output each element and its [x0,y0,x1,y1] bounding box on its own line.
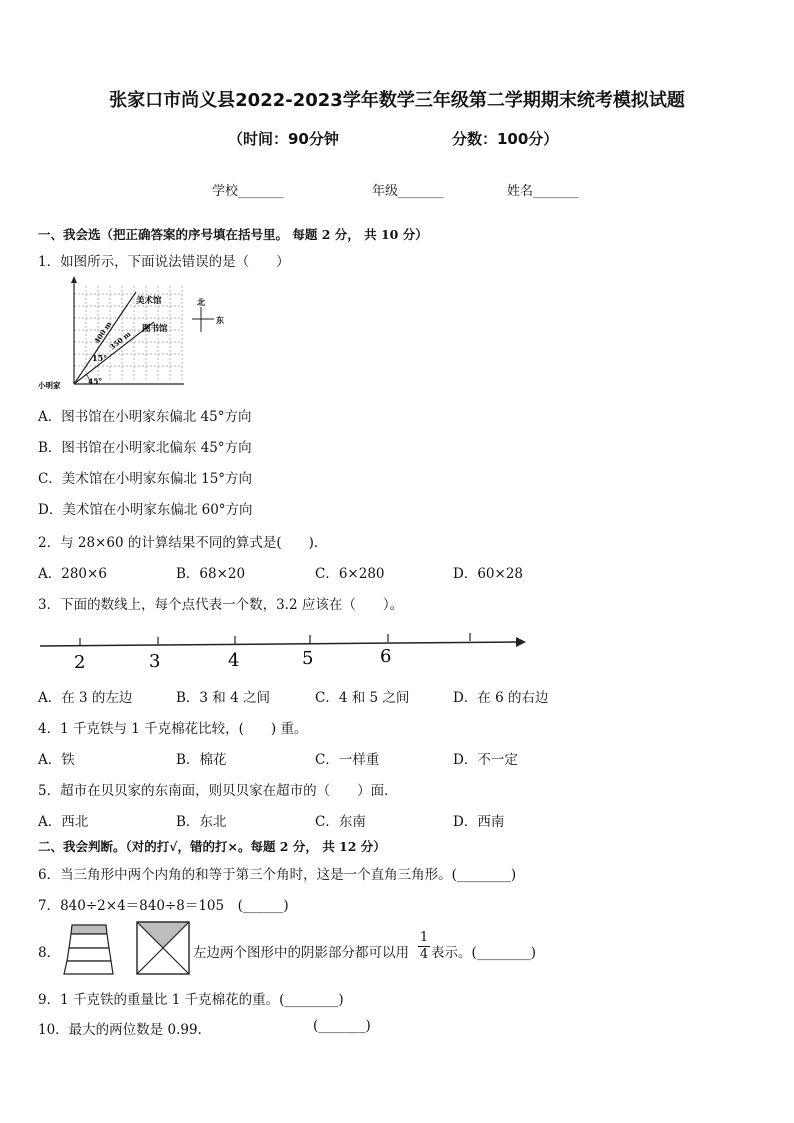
question-6: 6．当三角形中两个内角的和等于第三个角时，这是一个直角三角形。(________) [38,867,517,883]
q5-option-c: C．东南 [315,814,366,830]
tick-label-4: 4 [228,650,240,671]
question-5-stem: 5．超市在贝贝家的东南面，则贝贝家在超市的（ ）面． [38,783,398,799]
number-line [38,628,528,676]
q3-option-d: D．在 6 的右边 [453,690,549,706]
question-10-blank: (_______) [313,1018,371,1034]
trapezoid-figure [64,925,113,974]
q1-option-c: C．美术馆在小明家东偏北 15°方向 [38,471,253,487]
question-1-figure [38,274,238,398]
question-9: 9．1 千克铁的重量比 1 千克棉花的重。(________) [38,992,344,1008]
label-dist-350: 350 m [107,329,133,352]
label-dist-400: 400 m [92,319,114,346]
q3-option-b: B．3 和 4 之间 [176,690,270,706]
compass-east: 东 [216,315,224,325]
q5-option-a: A．西北 [38,814,89,830]
number-line-axis [40,642,518,646]
question-8-text-before: 左边两个图形中的阴影部分都可以用 [193,945,409,961]
q4-option-c: C．一样重 [315,752,380,768]
fraction-denominator: 4 [419,947,429,962]
square-figure [137,922,189,974]
q1-option-b: B．图书馆在小明家北偏东 45°方向 [38,440,252,456]
q5-option-d: D．西南 [453,814,505,830]
q5-option-b: B．东北 [176,814,227,830]
section-2-heading: 二、我会判断。（对的打√，错的打×。每题 2 分， 共 12 分） [38,839,386,854]
fraction-numerator: 1 [419,930,429,945]
question-8-text-after: 表示。(________) [431,945,537,961]
compass-north: 北 [197,297,205,307]
y-axis-arrow [71,276,77,283]
q1-option-d: D．美术馆在小明家东偏北 60°方向 [38,502,253,518]
question-4-stem: 4．1 千克铁与 1 千克棉花比较，( ) 重。 [38,721,308,737]
question-8-figures [58,919,194,979]
question-7: 7．840÷2×4＝840÷8＝105 (______) [38,898,289,914]
q4-option-b: B．棉花 [176,752,227,768]
time-label: （时间：90分钟 [228,130,339,148]
q4-option-d: D．不一定 [453,752,518,768]
label-angle-45: 45° [88,377,103,386]
fraction-one-quarter [418,930,430,963]
school-field: 学校_______ [212,184,284,199]
q2-option-c: C．6×280 [315,566,385,582]
q3-option-a: A．在 3 的左边 [38,690,133,706]
exam-title: 张家口市尚义县2022-2023学年数学三年级第二学期期末统考模拟试题 [109,90,685,111]
tick-label-3: 3 [149,651,161,672]
label-meishuguan: 美术馆 [136,296,162,306]
question-2-stem: 2．与 28×60 的计算结果不同的算式是( )． [38,535,328,551]
label-home: 小明家 [38,381,61,390]
q3-option-c: C．4 和 5 之间 [315,690,410,706]
q4-option-a: A．铁 [38,752,75,768]
label-angle-15: 15° [92,353,108,363]
q2-option-a: A．280×6 [38,566,107,582]
q2-option-b: B．68×20 [176,566,246,582]
tick-label-2: 2 [74,652,86,673]
name-field: 姓名_______ [507,184,579,199]
q2-option-d: D．60×28 [453,566,523,582]
tick-label-5: 5 [302,648,314,669]
score-label: 分数：100分） [452,130,559,148]
section-1-heading: 一、我会选（把正确答案的序号填在括号里。 每题 2 分， 共 10 分） [38,227,428,242]
question-1-stem: 1．如图所示，下面说法错误的是（ ） [38,254,290,270]
question-3-stem: 3．下面的数线上，每个点代表一个数，3.2 应该在（ ）。 [38,597,404,613]
number-line-arrow [516,637,526,647]
question-8-number: 8． [38,945,61,961]
grade-field: 年级_______ [372,184,444,199]
label-tushuguan: 图书馆 [142,324,168,334]
question-10: 10．最大的两位数是 0.99. [38,1022,202,1038]
tick-label-6: 6 [380,646,392,667]
q1-option-a: A．图书馆在小明家东偏北 45°方向 [38,409,252,425]
